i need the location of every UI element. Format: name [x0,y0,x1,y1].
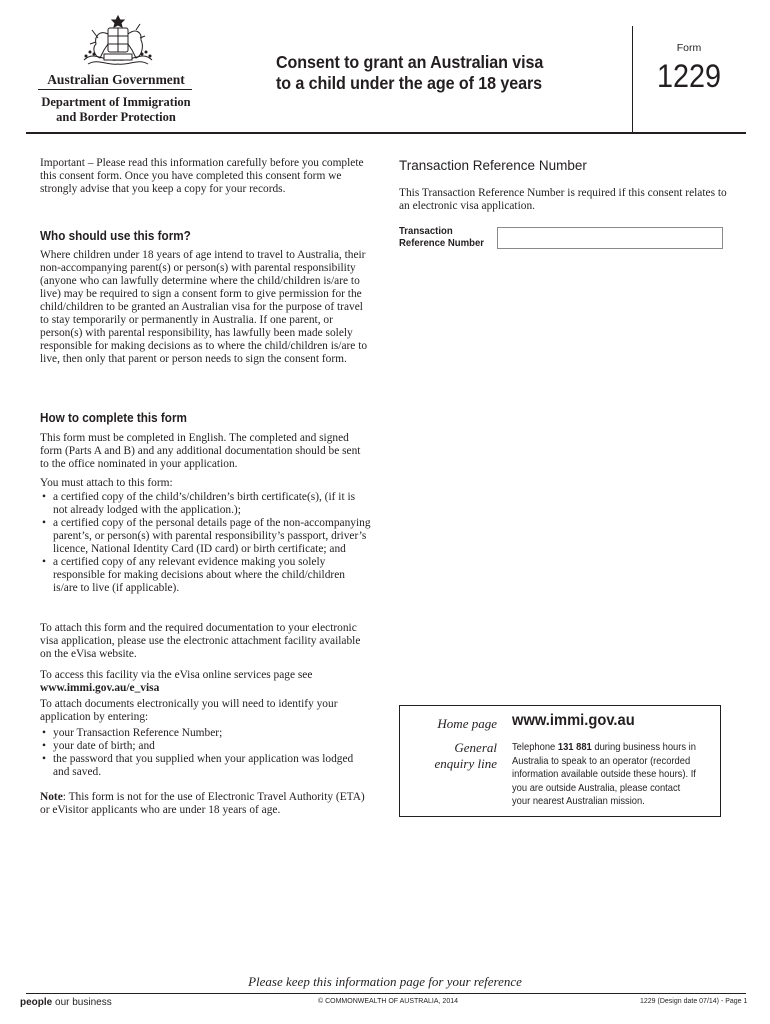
transaction-reference-label [399,226,484,250]
department-line-2: and Border Protection [56,110,176,124]
list-item: • your date of birth; and [40,740,372,753]
list-item: • the password that you supplied when your application was lodged and saved. [40,753,372,779]
enquiry-pre-text: Telephone [512,742,558,753]
how-to-complete-paragraph-4 [40,669,372,695]
enquiry-label-line-2: enquiry line [434,756,497,771]
home-page-label: Home page [437,716,497,731]
form-title-line-1: Consent to grant an Australian visa [276,52,544,72]
slogan-rest: our business [52,997,112,1008]
commonwealth-coat-of-arms-icon [78,14,158,70]
header-divider [26,132,746,134]
list-item: • a certified copy of the personal details page of the non-accompanying parent’s, or person(s) with parental responsibility’s passport, driver’s licence, National Identity Card (ID card) or birth certificate; and [40,517,372,556]
who-should-use-text: Where children under 18 years of age intend to travel to Australia, their non-accompanying parent(s) or person(s) with parental responsibility (anyone who can lawfully determine where the child/children is/are to live) may be required to sign a consent form to give permission for the child/children to be granted an Australian visa for the purpose of travel to stay temporarily or permanently in Australia. If one parent, or person(s) with parental responsibility, has lawfully been made solely responsible for making decisions as to where the child/children is/are to live, then only that parent or person needs to sign the consent form. [40,249,368,365]
footer-divider [26,993,746,994]
who-should-use-heading: Who should use this form? [40,228,191,243]
form-label: Form [676,42,702,54]
government-name: Australian Government [47,72,185,87]
enquiry-post-text: during business hours in Australia to speak to an operator (recorded information available outside these hours). If you are outside Australia, please contact your nearest Australian mission. [512,742,696,807]
footer-copyright: © COMMONWEALTH OF AUSTRALIA, 2014 [318,998,458,1005]
list-item: • a certified copy of the child’s/children’s birth certificate(s), (if it is not already lodged with the application.); [40,491,372,517]
enquiry-phone-number: 131 881 [557,742,592,753]
department-name [36,95,196,125]
enquiry-line-label [405,740,497,772]
evisa-link[interactable]: www.immi.gov.au/e_visa [40,682,160,694]
how-to-complete-paragraph-2: You must attach to this form: [40,477,173,489]
form-number: 1229 [656,58,722,94]
footer-page-info: 1229 (Design date 07/14) - Page 1 [640,998,748,1005]
transaction-reference-label-line-2: Reference Number [399,238,485,249]
home-page-link[interactable]: www.immi.gov.au [512,712,635,729]
keep-for-reference-note: Please keep this information page for your reference [248,974,522,989]
enquiry-line-text [512,741,701,809]
intro-paragraph: Important – Please read this information carefully before you complete this consent form. Once you have completed this consent form we strongly advise that you keep a copy for your records. [40,157,364,195]
slogan-bold: people [20,997,53,1008]
how-to-complete-paragraph-1: This form must be completed in English. The completed and signed form (Parts A and B) and any additional documentation should be sent to the office nominated in your application. [40,432,361,470]
form-title [276,52,580,94]
transaction-reference-text: This Transaction Reference Number is required if this consent relates to an electronic visa application. [399,187,727,212]
footer-slogan [20,997,112,1008]
note-text: : This form is not for the use of Electronic Travel Authority (ETA) or eVisitor applicants who are under 18 years of age. [40,791,365,816]
how-to-complete-paragraph-5: To attach documents electronically you will need to identify your application by entering: [40,698,338,723]
enquiry-label-line-1: General [454,740,497,755]
transaction-reference-heading: Transaction Reference Number [399,158,587,173]
department-line-1: Department of Immigration [41,95,191,109]
transaction-reference-label-line-1: Transaction [399,226,453,237]
transaction-reference-input[interactable] [497,227,723,249]
note-label: Note [40,791,63,803]
how-to-complete-paragraph-3: To attach this form and the required documentation to your electronic visa application, please use the electronic attachment facility available on the eVisa website. [40,622,361,660]
how-to-complete-heading: How to complete this form [40,410,187,425]
attachments-list [40,491,372,595]
list-item: • a certified copy of any relevant evidence making you solely responsible for making decisions about where the child/children is/are to live (if applicable). [40,556,372,595]
government-name-rule [38,89,192,90]
note-paragraph [40,791,372,817]
list-item: • your Transaction Reference Number; [40,727,372,740]
form-title-line-2: to a child under the age of 18 years [276,73,542,93]
evisa-access-text: To access this facility via the eVisa online services page see [40,669,313,681]
identify-application-list [40,727,372,779]
